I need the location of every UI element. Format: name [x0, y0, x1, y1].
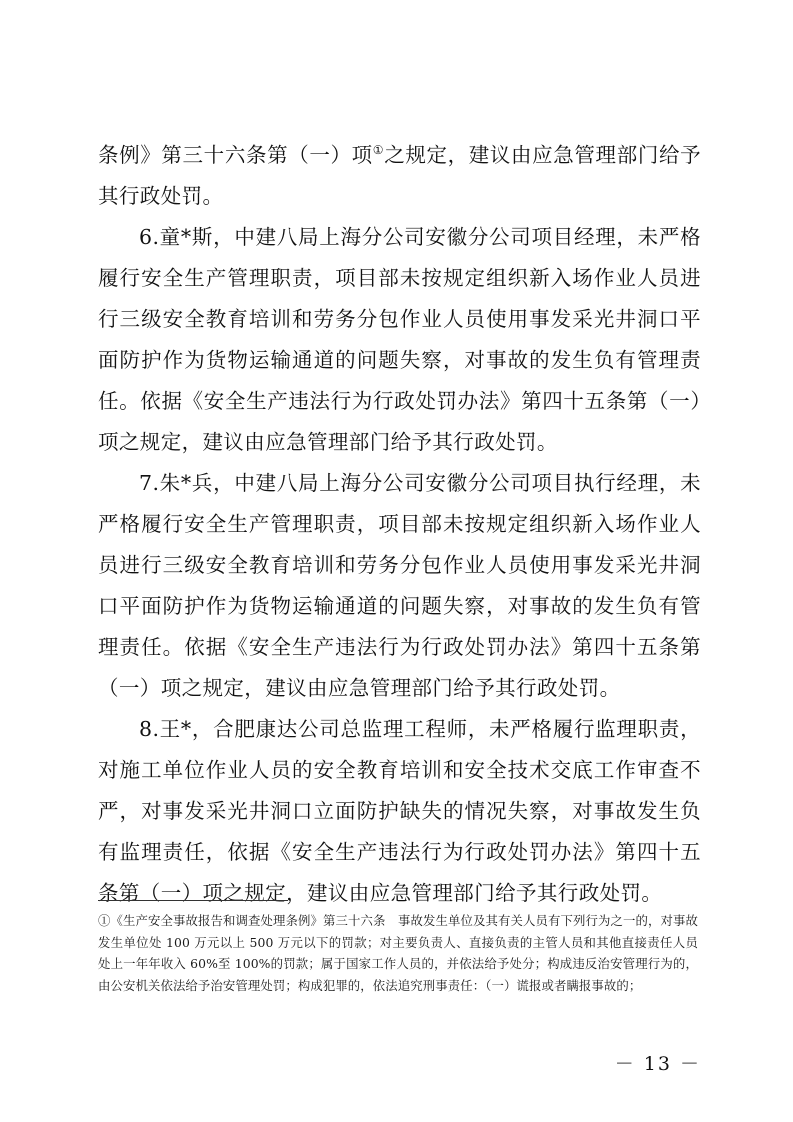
paragraph-item-8: 8.王*，合肥康达公司总监理工程师，未严格履行监理职责，对施工单位作业人员的安全教育培训和安全技术交底工作审查不严，对事发采光井洞口立面防护缺失的情况失察，对事故发生负有监理责任，依据《安全生产违法行为行政处罚办法》第四十五条第（一）项之规定，建议由应急管理部门给予其行政处罚。 — [98, 717, 701, 905]
footnote-separator-rule — [98, 900, 288, 901]
footnote-block — [98, 910, 698, 996]
footnote-reference-marker: ① — [372, 143, 385, 158]
paragraph-item-6: 6.童*斯，中建八局上海分公司安徽分公司项目经理，未严格履行安全生产管理职责，项目部未按规定组织新入场作业人员进行三级安全教育培训和劳务分包作业人员使用事发采光井洞口平面防护作为货物运输通道的问题失察，对事故的发生负有管理责任。依据《安全生产违法行为行政处罚办法》第四十五条第（一）项之规定，建议由应急管理部门给予其行政处罚。 — [98, 225, 701, 454]
footnote-marker: ① — [98, 913, 111, 928]
footnote-line — [98, 910, 698, 996]
paragraph-continued-text-after: 之规定，建议由应急管理部门给予其行政处罚。 — [98, 143, 701, 208]
page-number: － 13 － — [614, 1053, 701, 1075]
footnote-area — [98, 900, 698, 996]
paragraph-continued-text-before: 条例》第三十六条第（一）项 — [98, 143, 373, 167]
footnote-text: 《生产安全事故报告和调查处理条例》第三十六条 事故发生单位及其有关人员有下列行为之一的，对事故发生单位处 100 万元以上 500 万元以下的罚款；对主要负责人、直接负责的主管人员和其他直接责任人员处上一年年收入 60%至 100%的罚款；属于国家工作人员的，并依法给予处分；构成违反治安管理行为的，由公安机关依法给予治安管理处罚；构成犯罪的，依法追究刑事责任：（一）谎报或者瞒报事故的； — [98, 913, 698, 993]
paragraph-item-7: 7.朱*兵，中建八局上海分公司安徽分公司项目执行经理，未严格履行安全生产管理职责，项目部未按规定组织新入场作业人员进行三级安全教育培训和劳务分包作业人员使用事发采光井洞口平面防护作为货物运输通道的问题失察，对事故的发生负有管理责任。依据《安全生产违法行为行政处罚办法》第四十五条第（一）项之规定，建议由应急管理部门给予其行政处罚。 — [98, 471, 701, 700]
document-body — [98, 135, 701, 914]
paragraph-continued — [98, 135, 701, 217]
